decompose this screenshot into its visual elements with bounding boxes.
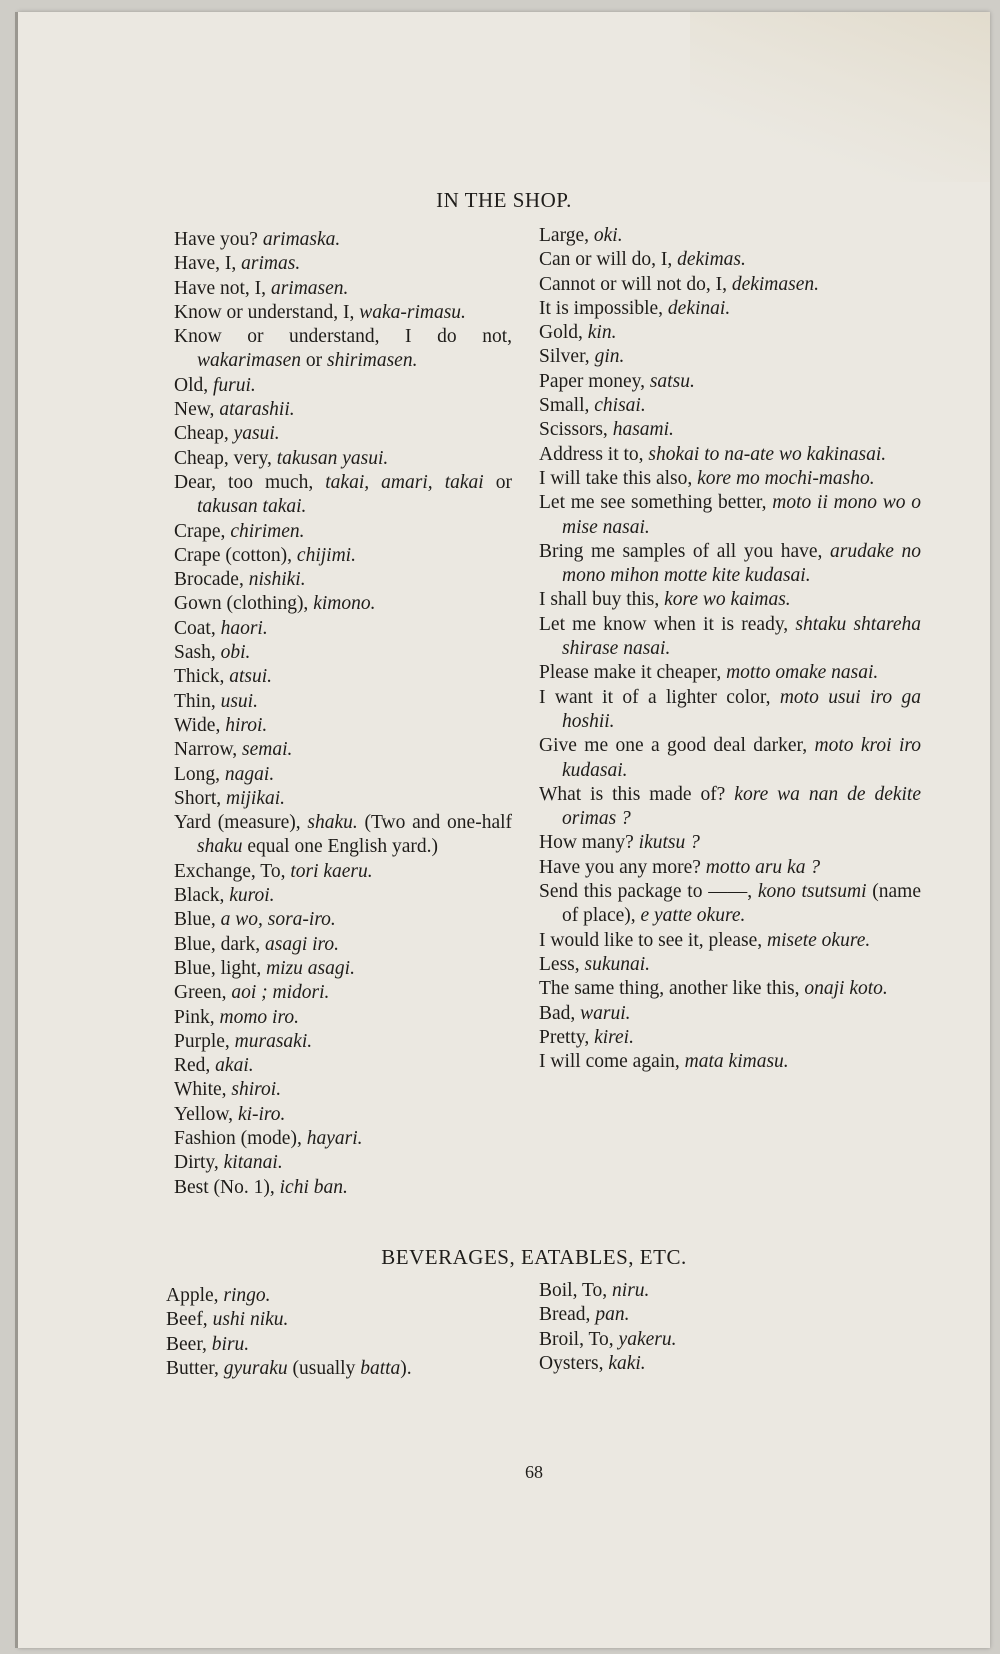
- entry-english: Thick,: [174, 666, 225, 688]
- entry-japanese: pan.: [595, 1304, 630, 1326]
- entry-japanese: mata kimasu.: [684, 1051, 789, 1073]
- entry-english: Send this package to ——,: [539, 881, 753, 903]
- entry-english: Know or understand, I do not,: [174, 326, 512, 348]
- entry-japanese: shiroi.: [231, 1079, 282, 1101]
- entry-english: Brocade,: [174, 569, 244, 591]
- entry-english: Cannot or will not do, I,: [539, 273, 727, 295]
- entry-english: Yellow,: [174, 1103, 234, 1125]
- entry-japanese: kore wa nan de dekite orimas ?: [562, 783, 921, 830]
- vocab-entry: [539, 418, 921, 442]
- entry-japanese: a wo, sora-iro.: [220, 909, 336, 931]
- entry-japanese: onaji koto.: [804, 978, 888, 1000]
- section-title-shop: IN THE SHOP.: [436, 188, 572, 212]
- vocab-entry: [166, 1357, 526, 1381]
- entry-english: Bring me samples of all you have,: [539, 540, 823, 562]
- vocab-entry: [539, 491, 921, 540]
- entry-japanese: atsui.: [229, 666, 273, 688]
- vocab-entry: [166, 1333, 526, 1357]
- entry-english: Bread,: [539, 1304, 591, 1326]
- entry-english: Wide,: [174, 714, 221, 736]
- entry-english: Long,: [174, 763, 221, 785]
- entry-english: I will come again,: [539, 1051, 680, 1073]
- entry-japanese: ikutsu ?: [638, 832, 700, 854]
- entry-english: I would like to see it, please,: [539, 929, 763, 951]
- entry-english: Let me know when it is ready,: [539, 613, 789, 635]
- vocab-entry: [539, 394, 921, 418]
- entry-english: Butter,: [166, 1357, 219, 1379]
- vocab-entry: [174, 301, 512, 325]
- entry-japanese: atarashii.: [219, 399, 295, 421]
- vocab-entry: [539, 321, 921, 345]
- entry-japanese: kirei.: [594, 1026, 634, 1048]
- entry-english: Paper money,: [539, 370, 645, 392]
- entry-japanese: ringo.: [223, 1285, 271, 1306]
- entry-english: Narrow,: [174, 739, 238, 761]
- vocab-entry: [174, 981, 512, 1005]
- entry-japanese: motto omake nasai.: [726, 662, 879, 684]
- vocab-entry: [174, 228, 512, 252]
- vocab-entry: [539, 248, 921, 272]
- vocab-entry: [174, 592, 512, 616]
- entry-english: Have, I,: [174, 253, 237, 275]
- entry-english: Old,: [174, 374, 209, 396]
- vocab-entry: [539, 224, 921, 248]
- entry-japanese: ichi ban.: [279, 1176, 348, 1198]
- vocab-entry: [174, 1103, 512, 1127]
- vocab-entry: [539, 370, 921, 394]
- entry-japanese: satsu.: [649, 370, 695, 392]
- vocab-entry: [174, 617, 512, 641]
- entry-note: equal one English yard.): [242, 836, 438, 858]
- entry-japanese: shtaku shtareha shirase nasai.: [562, 613, 921, 660]
- entry-japanese: kore mo mochi-masho.: [697, 467, 875, 489]
- entry-english: Coat,: [174, 617, 216, 639]
- entry-japanese: arimas.: [241, 253, 301, 275]
- vocab-entry: [174, 690, 512, 714]
- entry-english: Large,: [539, 225, 589, 246]
- entry-japanese: sukunai.: [584, 953, 651, 975]
- entry-japanese: biru.: [211, 1333, 250, 1355]
- entry-japanese: mijikai.: [226, 787, 286, 809]
- vocab-entry: [174, 277, 512, 301]
- vocab-entry: [174, 860, 512, 884]
- entry-japanese: wakarimasen: [197, 350, 301, 372]
- vocab-entry: [539, 613, 921, 662]
- vocab-entry: [174, 665, 512, 689]
- vocab-entry: [174, 787, 512, 811]
- entry-english: Exchange, To,: [174, 860, 286, 882]
- entry-english: Crape (cotton),: [174, 544, 293, 566]
- vocab-entry: [174, 1127, 512, 1151]
- entry-english: White,: [174, 1079, 227, 1101]
- entry-english: Red,: [174, 1055, 211, 1077]
- vocab-entry: [174, 1006, 512, 1030]
- entry-english: Pretty,: [539, 1026, 590, 1048]
- vocab-entry: [174, 1078, 512, 1102]
- entry-japanese: kuroi.: [229, 885, 275, 907]
- entry-japanese: tori kaeru.: [290, 860, 373, 882]
- entry-english: Have not, I,: [174, 277, 267, 299]
- entry-japanese: motto aru ka ?: [705, 856, 821, 878]
- entry-english: Boil, To,: [539, 1280, 608, 1301]
- entry-english: Can or will do, I,: [539, 249, 673, 271]
- entry-japanese: arudake no mono mihon motte kite kudasai.: [562, 540, 922, 587]
- entry-japanese: kitanai.: [223, 1152, 283, 1174]
- vocab-entry: [174, 544, 512, 568]
- entry-english: Beer,: [166, 1333, 207, 1355]
- vocab-entry: [174, 933, 512, 957]
- entry-english: Short,: [174, 787, 222, 809]
- entry-note: (name of place),: [562, 881, 921, 927]
- entry-english: Fashion (mode),: [174, 1127, 302, 1149]
- vocab-entry: [539, 273, 921, 297]
- entry-english: Green,: [174, 982, 227, 1004]
- entry-japanese: kimono.: [313, 593, 376, 615]
- entry-japanese: e yatte okure.: [640, 905, 746, 927]
- entry-japanese: chisai.: [594, 395, 646, 417]
- entry-english: Yard (measure),: [174, 812, 301, 834]
- entry-english: Gold,: [539, 322, 583, 344]
- vocab-entry: [174, 738, 512, 762]
- entry-japanese: nishiki.: [248, 569, 306, 591]
- vocab-entry: [174, 374, 512, 398]
- entry-japanese: niru.: [612, 1280, 650, 1301]
- entry-japanese: mizu asagi.: [266, 957, 355, 979]
- vocab-entry: [539, 1002, 921, 1026]
- entry-japanese: misete okure.: [766, 929, 871, 951]
- vocab-entry: [539, 588, 921, 612]
- entry-japanese: semai.: [242, 739, 293, 761]
- entry-japanese: waka-rimasu.: [359, 301, 466, 323]
- entry-english: Cheap,: [174, 423, 229, 445]
- entry-japanese: warui.: [580, 1002, 631, 1024]
- vocab-entry: [539, 856, 921, 880]
- vocab-entry: [174, 1176, 512, 1200]
- entry-japanese: dekimas.: [677, 249, 746, 271]
- entry-japanese: takai, amari, takai: [325, 471, 484, 493]
- entry-english: I will take this also,: [539, 467, 693, 489]
- entry-japanese: murasaki.: [234, 1030, 313, 1052]
- book-page: [18, 12, 990, 1648]
- entry-english: Blue, light,: [174, 957, 262, 979]
- entry-english: I shall buy this,: [539, 589, 660, 611]
- beverages-right-column: [539, 1279, 899, 1376]
- vocab-entry: [539, 1026, 921, 1050]
- entry-english: Less,: [539, 953, 580, 975]
- vocab-entry: [174, 1030, 512, 1054]
- vocab-entry: [174, 884, 512, 908]
- entry-english: Please make it cheaper,: [539, 662, 722, 684]
- vocab-entry: [174, 811, 512, 860]
- entry-japanese: kore wo kaimas.: [664, 589, 791, 611]
- entry-english: What is this made of?: [539, 783, 726, 805]
- entry-english: Blue, dark,: [174, 933, 261, 955]
- entry-japanese: usui.: [220, 690, 258, 712]
- entry-japanese: gin.: [594, 346, 625, 368]
- vocab-entry: [539, 929, 921, 953]
- vocab-entry: [539, 467, 921, 491]
- beverages-left-column: [166, 1284, 526, 1381]
- entry-english: Small,: [539, 395, 590, 417]
- entry-japanese: dekimasen.: [731, 273, 820, 295]
- entry-english: Dear, too much,: [174, 471, 314, 493]
- entry-japanese: takusan yasui.: [276, 447, 389, 469]
- entry-note: ).: [400, 1357, 412, 1379]
- entry-japanese: shaku.: [307, 812, 358, 834]
- entry-japanese: momo iro.: [219, 1006, 299, 1028]
- entry-english: Have you?: [174, 229, 258, 250]
- entry-japanese: arimaska.: [262, 229, 341, 250]
- entry-english: Silver,: [539, 346, 590, 368]
- entry-japanese: hiroi.: [225, 714, 268, 736]
- page-number: 68: [525, 1462, 543, 1482]
- entry-english: Give me one a good deal darker,: [539, 735, 808, 757]
- entry-english: Dirty,: [174, 1152, 219, 1174]
- entry-english: Sash,: [174, 642, 216, 664]
- vocab-entry: [174, 422, 512, 446]
- vocab-entry: [174, 520, 512, 544]
- vocab-entry: [539, 953, 921, 977]
- entry-japanese: aoi ; midori.: [231, 982, 330, 1004]
- entry-english: Broil, To,: [539, 1328, 614, 1350]
- entry-japanese: moto ii mono wo o mise nasai.: [562, 492, 921, 538]
- shop-left-column: [174, 228, 512, 1200]
- vocab-entry: [174, 398, 512, 422]
- entry-japanese: hayari.: [306, 1127, 363, 1149]
- entry-japanese: moto kroi iro kudasai.: [562, 735, 921, 781]
- vocab-entry: [174, 641, 512, 665]
- entry-english: New,: [174, 399, 215, 421]
- entry-english: Scissors,: [539, 419, 608, 441]
- vocab-entry: [539, 345, 921, 369]
- entry-japanese: kaki.: [608, 1352, 646, 1374]
- entry-japanese: hasami.: [612, 419, 674, 441]
- entry-english: I want it of a lighter color,: [539, 686, 771, 708]
- vocab-entry: [174, 714, 512, 738]
- vocab-entry: [539, 1303, 899, 1327]
- vocab-entry: [174, 325, 512, 374]
- vocab-entry: [174, 1054, 512, 1078]
- entry-japanese: shaku: [197, 836, 243, 858]
- entry-japanese: ki-iro.: [237, 1103, 286, 1125]
- entry-english: Black,: [174, 885, 225, 907]
- vocab-entry: [539, 443, 921, 467]
- entry-japanese: chijimi.: [296, 544, 356, 566]
- vocab-entry: [166, 1284, 526, 1308]
- entry-japanese: yakeru.: [618, 1328, 677, 1350]
- vocab-entry: [166, 1308, 526, 1332]
- entry-japanese: chirimen.: [230, 520, 305, 542]
- entry-english: Thin,: [174, 690, 216, 712]
- vocab-entry: [539, 1328, 899, 1352]
- entry-japanese: batta: [360, 1357, 401, 1379]
- vocab-entry: [174, 763, 512, 787]
- vocab-entry: [174, 568, 512, 592]
- entry-japanese: dekinai.: [667, 297, 731, 319]
- entry-japanese: shokai to na-ate wo kakinasai.: [648, 443, 887, 465]
- entry-note: or: [301, 350, 327, 372]
- vocab-entry: [539, 977, 921, 1001]
- vocab-entry: [174, 1151, 512, 1175]
- vocab-entry: [174, 908, 512, 932]
- entry-japanese: ushi niku.: [212, 1309, 289, 1331]
- vocab-entry: [539, 880, 921, 929]
- entry-japanese: nagai.: [224, 763, 275, 785]
- entry-japanese: gyuraku: [223, 1357, 288, 1379]
- shop-right-column: [539, 224, 921, 1074]
- entry-english: Beef,: [166, 1309, 208, 1331]
- section-title-beverages: BEVERAGES, EATABLES, ETC.: [381, 1245, 687, 1269]
- entry-english: Oysters,: [539, 1352, 604, 1374]
- entry-japanese: furui.: [213, 374, 256, 396]
- entry-japanese: haori.: [220, 617, 268, 639]
- entry-japanese: kono tsutsumi: [757, 881, 867, 903]
- entry-japanese: moto usui iro ga hoshii.: [562, 686, 921, 732]
- entry-english: Best (No. 1),: [174, 1176, 275, 1198]
- vocab-entry: [539, 783, 921, 832]
- vocab-entry: [539, 734, 921, 783]
- entry-japanese: akai.: [215, 1055, 254, 1077]
- entry-japanese: shirimasen.: [327, 350, 418, 372]
- entry-english: Cheap, very,: [174, 447, 272, 469]
- vocab-entry: [174, 252, 512, 276]
- vocab-entry: [539, 686, 921, 735]
- entry-english: Address it to,: [539, 443, 644, 465]
- entry-japanese: arimasen.: [270, 277, 349, 299]
- entry-japanese: kin.: [587, 322, 617, 344]
- entry-japanese: asagi iro.: [264, 933, 340, 955]
- vocab-entry: [174, 447, 512, 471]
- entry-japanese: takusan takai.: [197, 496, 307, 518]
- vocab-entry: [539, 831, 921, 855]
- vocab-entry: [539, 1279, 899, 1303]
- vocab-entry: [539, 1050, 921, 1074]
- vocab-entry: [174, 957, 512, 981]
- entry-english: Apple,: [166, 1285, 219, 1306]
- entry-english: Crape,: [174, 520, 226, 542]
- vocab-entry: [174, 471, 512, 520]
- entry-note: or: [483, 471, 512, 493]
- entry-english: Bad,: [539, 1002, 576, 1024]
- entry-english: Let me see something better,: [539, 492, 767, 514]
- entry-english: Blue,: [174, 909, 216, 931]
- vocab-entry: [539, 540, 921, 589]
- entry-english: Pink,: [174, 1006, 215, 1028]
- vocab-entry: [539, 1352, 899, 1376]
- entry-note: (Two and one-half: [357, 812, 513, 834]
- entry-japanese: oki.: [593, 225, 623, 246]
- entry-english: How many?: [539, 832, 634, 854]
- entry-english: The same thing, another like this,: [539, 978, 800, 1000]
- entry-english: Purple,: [174, 1030, 230, 1052]
- vocab-entry: [539, 297, 921, 321]
- entry-note: (usually: [287, 1357, 361, 1379]
- page-corner-stain: [690, 12, 990, 182]
- entry-english: It is impossible,: [539, 297, 664, 319]
- entry-english: Have you any more?: [539, 856, 701, 878]
- entry-english: Know or understand, I,: [174, 301, 355, 323]
- vocab-entry: [539, 661, 921, 685]
- entry-japanese: obi.: [220, 642, 251, 664]
- entry-english: Gown (clothing),: [174, 593, 309, 615]
- entry-japanese: yasui.: [233, 423, 280, 445]
